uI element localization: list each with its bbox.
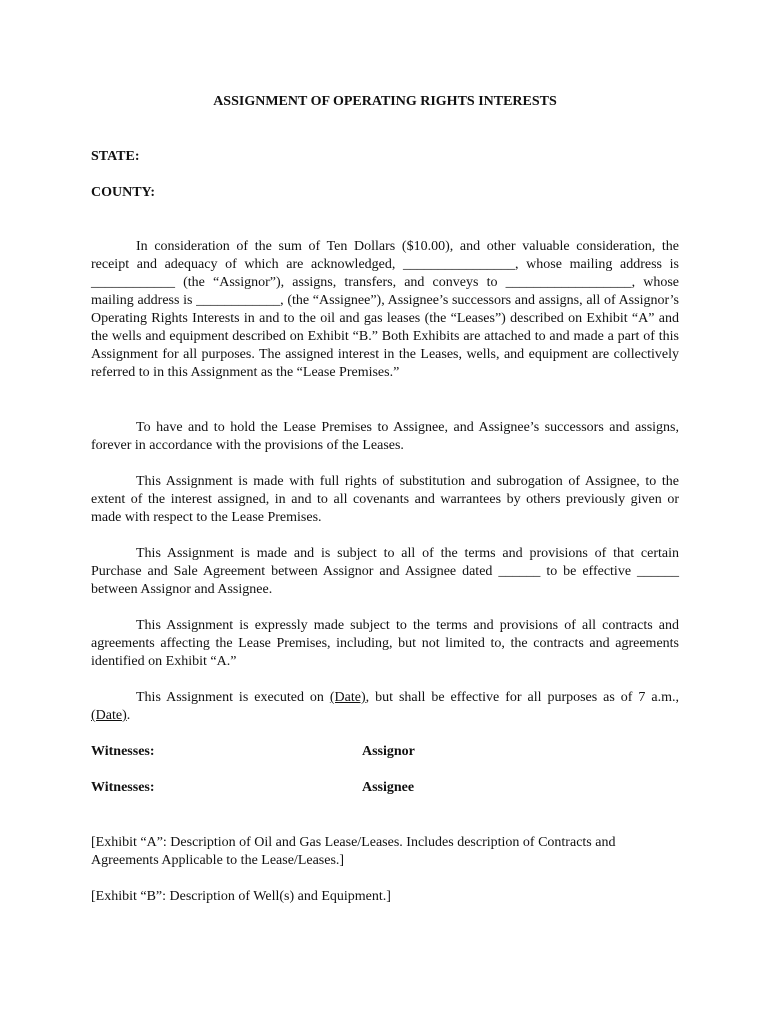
effective-date-field[interactable]: (Date) <box>91 708 127 723</box>
execution-text-b: , but shall be effective for all purposes as of 7 a.m., <box>365 690 679 705</box>
subrogation-paragraph: This Assignment is made with full rights of substitution and subrogation of Assignee, to the extent of the interest assigned, in and to all covenants and warrantees by others previously given or made with respect to the Lease Premises. <box>91 474 679 525</box>
exhibit-a-note: [Exhibit “A”: Description of Oil and Gas Lease/Leases. Includes description of Contracts and Agreements Applicable to the Lease/Leases.] <box>91 835 616 868</box>
assignor-signature-label: Assignor <box>362 744 415 759</box>
state-label: STATE: <box>91 149 140 164</box>
execution-date-field[interactable]: (Date) <box>329 690 366 705</box>
contracts-paragraph: This Assignment is expressly made subject to the terms and provisions of all contracts and agreements affecting the Lease Premises, including, but not limited to, the contracts and agreements identified on Exhibit “A.” <box>91 618 679 669</box>
execution-text-c: . <box>126 708 131 723</box>
assignee-signature-label: Assignee <box>362 780 415 795</box>
county-label: COUNTY: <box>91 185 156 200</box>
witnesses-label-assignee: Witnesses: <box>91 780 155 795</box>
execution-text-a: This Assignment is executed on <box>136 690 330 705</box>
habendum-paragraph: To have and to hold the Lease Premises to Assignee, and Assignee’s successors and assigns, forever in accordance with the provisions of the Leases. <box>91 420 679 453</box>
purchase-agreement-paragraph: This Assignment is made and is subject to all of the terms and provisions of that certain Purchase and Sale Agreement between Assignor and Assignee dated ______ to be effective ______ between Assignor and Assignee. <box>91 546 679 597</box>
exhibit-b-note: [Exhibit “B”: Description of Well(s) and Equipment.] <box>91 889 391 904</box>
witnesses-label-assignor: Witnesses: <box>91 744 155 759</box>
execution-paragraph <box>91 689 679 725</box>
consideration-paragraph: In consideration of the sum of Ten Dollars ($10.00), and other valuable consideration, the receipt and adequacy of which are acknowledged, ________________, whose mailing address is ____________ (the “Assignor”), assigns, transfers, and conveys to __________________, whose mailing address is ____________, (the “Assignee”), Assignee’s successors and assigns, all of Assignor’s Operating Rights Interests in and to the oil and gas leases (the “Leases”) described on Exhibit “A” and the wells and equipment described on Exhibit “B.” Both Exhibits are attached to and made a part of this Assignment for all purposes. The assigned interest in the Leases, wells, and equipment are collectively referred to in this Assignment as the “Lease Premises.” <box>91 239 679 380</box>
document-title: ASSIGNMENT OF OPERATING RIGHTS INTERESTS <box>213 94 557 109</box>
